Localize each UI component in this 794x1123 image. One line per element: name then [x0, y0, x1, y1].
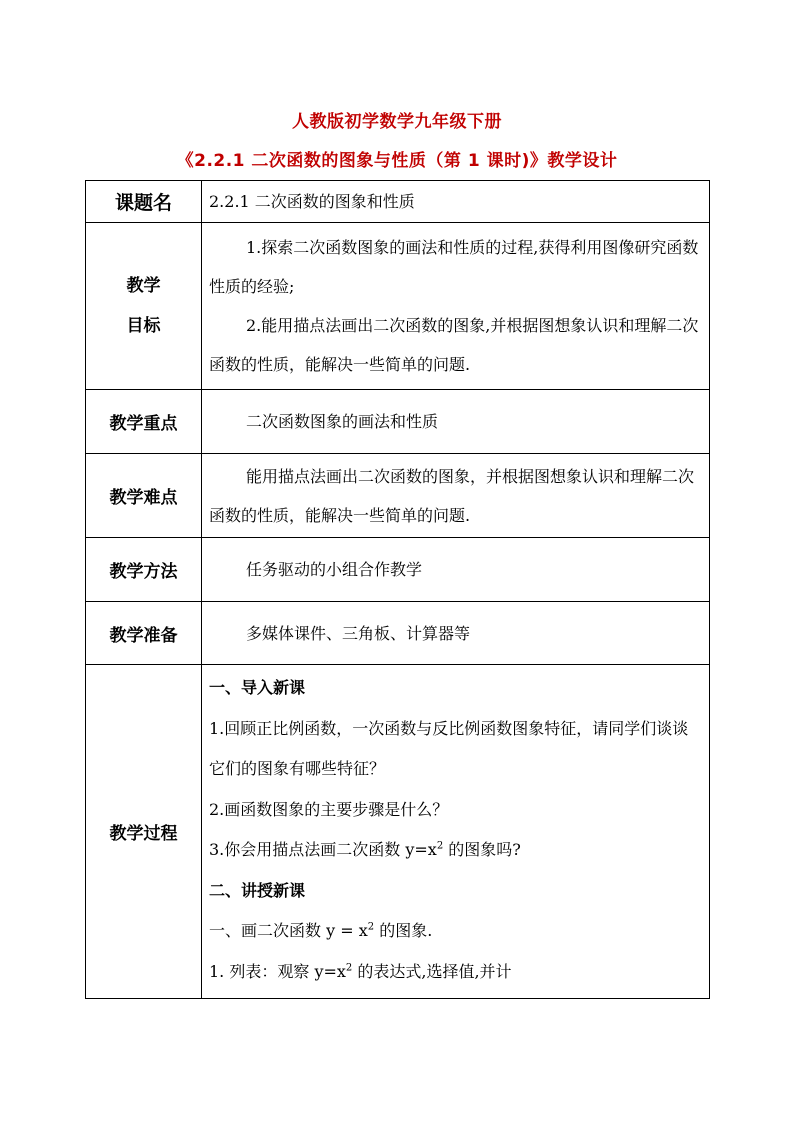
row-preparation: [86, 602, 710, 665]
process-label: 教学过程: [86, 665, 202, 999]
goal-1: 1.探索二次函数图象的画法和性质的过程,获得利用图像研究函数性质的经验;: [209, 238, 699, 296]
row-process: [86, 665, 710, 999]
goals-label-line2: 目标: [126, 316, 161, 336]
question-2: 2.画函数图象的主要步骤是什么？: [209, 799, 449, 819]
question-1: 1.回顾正比例函数，一次函数与反比例函数图象特征，请同学们谈谈它们的图象有哪些特征？: [209, 718, 689, 778]
row-topic: [86, 181, 710, 223]
row-method: [86, 538, 710, 602]
topic-label: 课题名: [86, 181, 202, 223]
goals-label: [86, 223, 202, 390]
key-points-value: 二次函数图象的画法和性质: [202, 390, 710, 454]
row-goals: [86, 223, 710, 390]
section-1-title: 一、导入新课: [209, 678, 306, 697]
lesson-plan-table: [85, 180, 710, 999]
process-value: [202, 665, 710, 999]
sub-section-1: 一、画二次函数 $y = x^2$ 的图象.: [209, 921, 433, 940]
row-key-points: [86, 390, 710, 454]
method-value: 任务驱动的小组合作教学: [202, 538, 710, 602]
section-2-title: 二、讲授新课: [209, 880, 306, 900]
difficulties-value: 能用描点法画出二次函数的图象，并根据图想象认识和理解二次函数的性质，能解决一些简单的问题.: [202, 454, 710, 538]
key-points-label: 教学重点: [86, 390, 202, 454]
method-label: 教学方法: [86, 538, 202, 602]
row-difficulties: [86, 454, 710, 538]
document-subtitle: 《2.2.1 二次函数的图象与性质（第 1 课时)》教学设计: [176, 151, 618, 171]
preparation-label: 教学准备: [86, 602, 202, 665]
topic-value: 2.2.1 二次函数的图象和性质: [202, 181, 710, 223]
preparation-value: 多媒体课件、三角板、计算器等: [202, 602, 710, 665]
difficulties-label: 教学难点: [86, 454, 202, 538]
goals-value: [202, 223, 710, 390]
goals-label-line1: 教学: [126, 276, 161, 296]
document-title: 人教版初学数学九年级下册: [292, 112, 502, 132]
question-3: 3.你会用描点法画二次函数 $y=x^2$ 的图象吗?: [209, 840, 521, 859]
step-1: 1. 列表：观察 $y=x^2$ 的表达式,选择值,并计: [209, 961, 512, 981]
goal-2: 2.能用描点法画出二次函数的图象,并根据图想象认识和理解二次函数的性质，能解决一些简单的问题.: [209, 316, 699, 374]
